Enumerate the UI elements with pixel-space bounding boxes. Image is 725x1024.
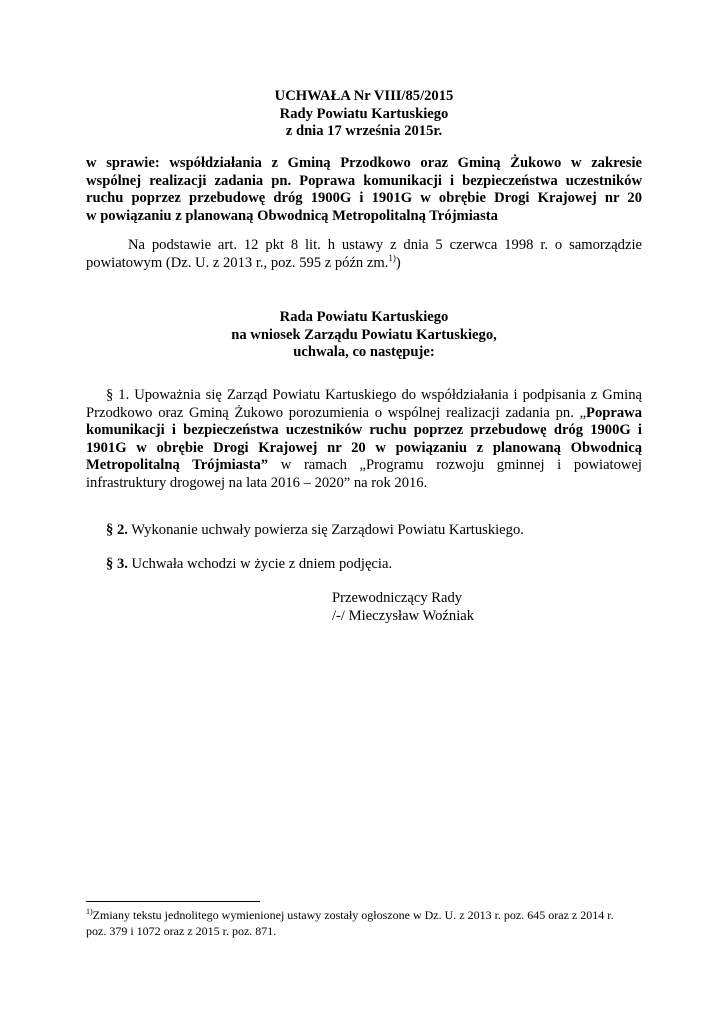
council-line: na wniosek Zarządu Powiatu Kartuskiego,: [231, 326, 497, 343]
resolution-header: [86, 88, 642, 141]
signatory-role: Przewodniczący Rady: [332, 590, 463, 606]
subject-line: wspólnej realizacji zadania pn. Poprawa komunikacji i bezpieczeństwa uczestników: [86, 172, 642, 189]
signature: [332, 589, 474, 625]
task-name-line: komunikacji i bezpieczeństwa uczestników ruchu poprzez przebudowę dróg 1900G i: [86, 422, 642, 438]
subject-line: w powiązaniu z planowaną Obwodnicą Metropolitalną Trójmiasta: [86, 207, 498, 224]
section-1-line: [86, 405, 642, 423]
section-3: [86, 556, 642, 574]
section-1-text: w ramach „Programu rozwoju gminnej i powiatowej: [268, 457, 642, 473]
section-2: [86, 522, 642, 540]
subject-line: w sprawie: współdziałania z Gminą Przodkowo oraz Gminą Żukowo w zakresie: [86, 155, 642, 171]
legal-basis: [86, 237, 642, 272]
legal-basis-text: powiatowym (Dz. U. z 2013 r., poz. 595 z późn zm.: [86, 254, 389, 271]
footnote: [86, 907, 642, 939]
section-2-text: Wykonanie uchwały powierza się Zarządowi Powiatu Kartuskiego.: [127, 522, 524, 538]
council-decision-heading: [86, 309, 642, 362]
footnote-text: Zmiany tekstu jednolitego wymienionej ustawy zostały ogłoszone w Dz. U. z 2013 r. poz. 645 oraz z 2014 r.: [92, 908, 614, 922]
section-1-text: Przodkowo oraz Gminą Żukowo porozumienia o wspólnej realizacji zadania pn. „: [86, 404, 587, 421]
resolution-subject: [86, 155, 642, 225]
footnote-reference: 1): [388, 252, 396, 263]
section-marker: § 2.: [106, 522, 128, 538]
task-name-line: 1901G w obrębie Drogi Krajowej nr 20 w powiązaniu z planowaną Obwodnicą: [86, 439, 642, 456]
resolution-number: UCHWAŁA Nr VIII/85/2015: [274, 88, 454, 104]
council-name: Rady Powiatu Kartuskiego: [279, 105, 449, 122]
subject-line: ruchu poprzez przebudowę dróg 1900G i 1901G w obrębie Drogi Krajowej nr 20: [86, 190, 642, 206]
section-3-text: Uchwała wchodzi w życie z dniem podjęcia.: [127, 556, 393, 572]
council-line: Rada Powiatu Kartuskiego: [279, 309, 449, 325]
section-1-line: [86, 387, 642, 405]
section-1-line: [86, 457, 642, 475]
section-marker: § 1: [106, 387, 126, 403]
resolution-date: z dnia 17 września 2015r.: [285, 123, 443, 139]
legal-basis-line: Na podstawie art. 12 pkt 8 lit. h ustawy z dnia 5 czerwca 1998 r. o samorządzie: [128, 237, 642, 253]
footnote-marker: 1): [86, 907, 93, 916]
legal-basis-line: [86, 252, 642, 273]
task-name-text: Poprawa: [586, 404, 642, 421]
task-name-text: Metropolitalną Trójmiasta”: [86, 457, 269, 473]
footnote-line: poz. 379 i 1072 oraz z 2015 r. poz. 871.: [86, 924, 277, 938]
footnote-divider: [86, 901, 260, 902]
signatory-name: /-/ Mieczysław Woźniak: [332, 608, 475, 624]
section-1-text: . Upoważnia się Zarząd Powiatu Kartuskiego do współdziałania i podpisania z Gminą: [125, 387, 642, 403]
council-line: uchwala, co następuje:: [293, 344, 435, 360]
footnote-line: [86, 907, 642, 923]
legal-basis-close: ): [395, 254, 401, 271]
section-1: [86, 387, 642, 492]
section-marker: § 3.: [106, 556, 128, 572]
section-1-line: infrastruktury drogowej na lata 2016 – 2020” na rok 2016.: [86, 474, 428, 491]
